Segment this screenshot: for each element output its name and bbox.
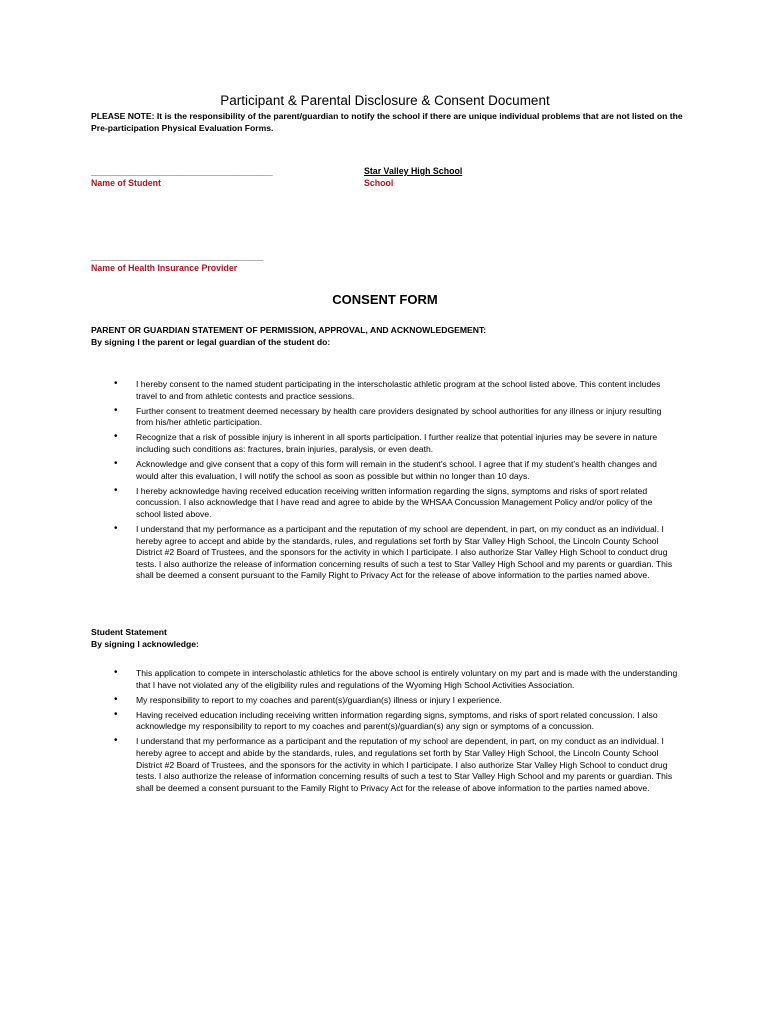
student-name-label: Name of Student	[91, 178, 161, 188]
student-acknowledge-item: • My responsibility to report to my coaches and parent(s)/guardian(s) illness or injury I experience.	[91, 695, 679, 707]
parent-statement-heading: PARENT OR GUARDIAN STATEMENT OF PERMISSION, APPROVAL, AND ACKNOWLEDGEMENT:	[91, 325, 487, 335]
school-label: School	[364, 178, 394, 188]
student-name-line[interactable]: ______________________________________	[91, 167, 273, 177]
parent-consent-list	[91, 379, 679, 586]
school-name-value[interactable]: Star Valley High School	[364, 166, 463, 176]
document-title: Participant & Parental Disclosure & Consent Document	[220, 93, 550, 108]
parent-consent-item: • I understand that my performance as a participant and the reputation of my school are dependent, in part, on my conduct as an individual. I hereby agree to accept and abide by the standards, rules, and regulations set forth by Star Valley High School, the Lincoln County School District #2 Board of Trustees, and the sponsors for the activity in which I participate. I also authorize Star Valley High School to conduct drug tests. I also authorize the release of information concerning results of such a test to Star Valley High School and my parents or guardian. This shall be deemed a consent pursuant to the Family Right to Privacy Act for the release of above information to the parties named above.	[91, 524, 679, 582]
insurance-provider-line[interactable]: ____________________________________	[91, 252, 264, 262]
please-note: PLEASE NOTE: It is the responsibility of the parent/guardian to notify the school if there are unique individual problems that are not listed on the Pre-participation Physical Evaluation Forms.	[91, 111, 683, 133]
student-statement-subheading: By signing I acknowledge:	[91, 639, 199, 649]
student-statement-heading: Student Statement	[91, 627, 167, 637]
student-acknowledge-item: • This application to compete in interscholastic athletics for the above school is entirely voluntary on my part and is made with the understanding that I have not violated any of the eligibility rules and regulations of the Wyoming High School Activities Association.	[91, 668, 679, 691]
student-acknowledge-list	[91, 668, 679, 798]
insurance-provider-label: Name of Health Insurance Provider	[91, 263, 238, 273]
parent-consent-item: • I hereby consent to the named student participating in the interscholastic athletic program at the school listed above. This content includes travel to and from athletic contests and practice sessions.	[91, 379, 679, 402]
student-acknowledge-item: • I understand that my performance as a participant and the reputation of my school are dependent, in part, on my conduct as an individual. I hereby agree to accept and abide by the standards, rules, and regulations set forth by Star Valley High School, the Lincoln County School District #2 Board of Trustees, and the sponsors for the activity in which I participate. I also authorize Star Valley High School to conduct drug tests. I also authorize the release of information concerning results of such a test to Star Valley High School and my parents or guardian. This shall be deemed a consent pursuant to the Family Right to Privacy Act for the release of above information to the parties named above.	[91, 736, 679, 794]
parent-consent-item: • Acknowledge and give consent that a copy of this form will remain in the student’s school. I agree that if my student’s health changes and would alter this evaluation, I will notify the school as soon as possible but within no longer than 10 days.	[91, 459, 679, 482]
student-acknowledge-item: • Having received education including receiving written information regarding signs, symptoms, and risks of sport related concussion. I also acknowledge my responsibility to report to my coaches and parent(s)/guardian(s) any sign or symptoms of a concussion.	[91, 710, 679, 733]
parent-consent-item: • Further consent to treatment deemed necessary by health care providers designated by school authorities for any illness or injury resulting from his/her athletic participation.	[91, 406, 679, 429]
parent-consent-item: • Recognize that a risk of possible injury is inherent in all sports participation. I further realize that potential injuries may be severe in nature including such conditions as: fractures, brain injuries, paralysis, or even death.	[91, 432, 679, 455]
parent-consent-item: • I hereby acknowledge having received education receiving written information regarding the signs, symptoms and risks of sport related concussion. I also acknowledge that I have read and agree to abide by the WHSAA Concussion Management Policy and/or policy of the school listed above.	[91, 486, 679, 521]
consent-form-title: CONSENT FORM	[332, 292, 438, 307]
parent-statement-subheading: By signing I the parent or legal guardian of the student do:	[91, 337, 331, 347]
